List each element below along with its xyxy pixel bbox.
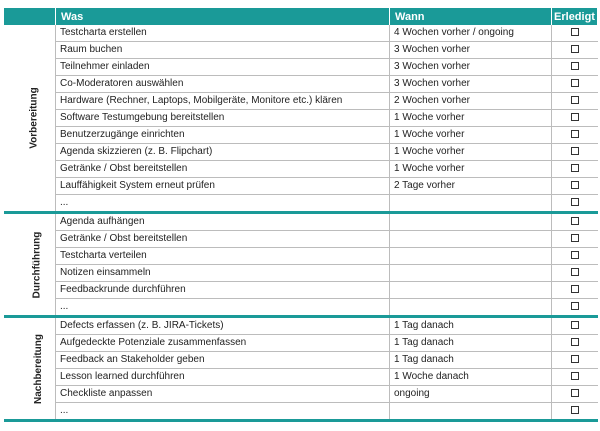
done-cell: [552, 248, 598, 265]
done-cell: [552, 231, 598, 248]
header-row: [4, 8, 598, 25]
task-cell: Getränke / Obst bereitstellen: [56, 231, 390, 248]
when-cell: 2 Tage vorher: [390, 178, 552, 195]
done-cell: [552, 93, 598, 110]
done-cell: [552, 178, 598, 195]
checkbox-icon[interactable]: [571, 147, 579, 155]
task-cell: Checkliste anpassen: [56, 386, 390, 403]
done-cell: [552, 213, 598, 231]
done-cell: [552, 144, 598, 161]
checkbox-icon[interactable]: [571, 389, 579, 397]
when-cell: [390, 213, 552, 231]
table-row: [4, 248, 598, 265]
checklist-body: [4, 25, 598, 421]
task-cell: Getränke / Obst bereitstellen: [56, 161, 390, 178]
task-cell: Benutzerzugänge einrichten: [56, 127, 390, 144]
checkbox-icon[interactable]: [571, 113, 579, 121]
phase-cell: [4, 317, 56, 421]
table-row: [4, 265, 598, 282]
table-row: [4, 25, 598, 42]
when-cell: ongoing: [390, 386, 552, 403]
when-cell: 1 Tag danach: [390, 317, 552, 335]
when-cell: 1 Tag danach: [390, 352, 552, 369]
checkbox-icon[interactable]: [571, 251, 579, 259]
when-cell: [390, 231, 552, 248]
task-cell: Lauffähigkeit System erneut prüfen: [56, 178, 390, 195]
phase-label: Vorbereitung: [28, 87, 40, 149]
header-when: Wann: [390, 8, 552, 25]
when-cell: 3 Wochen vorher: [390, 59, 552, 76]
done-cell: [552, 317, 598, 335]
checkbox-icon[interactable]: [571, 372, 579, 380]
when-cell: 1 Woche vorher: [390, 110, 552, 127]
checkbox-icon[interactable]: [571, 96, 579, 104]
when-cell: 2 Wochen vorher: [390, 93, 552, 110]
checkbox-icon[interactable]: [571, 217, 579, 225]
table-row: [4, 161, 598, 178]
table-row: [4, 352, 598, 369]
table-row: [4, 213, 598, 231]
when-cell: 1 Woche vorher: [390, 161, 552, 178]
task-cell: Feedback an Stakeholder geben: [56, 352, 390, 369]
done-cell: [552, 42, 598, 59]
task-cell: Testcharta verteilen: [56, 248, 390, 265]
checkbox-icon[interactable]: [571, 28, 579, 36]
table-row: [4, 127, 598, 144]
done-cell: [552, 161, 598, 178]
done-cell: [552, 195, 598, 213]
when-cell: [390, 265, 552, 282]
done-cell: [552, 403, 598, 421]
table-row: [4, 369, 598, 386]
task-cell: Testcharta erstellen: [56, 25, 390, 42]
task-cell: Software Testumgebung bereitstellen: [56, 110, 390, 127]
table-row: [4, 195, 598, 213]
phase-cell: [4, 213, 56, 317]
task-cell: Teilnehmer einladen: [56, 59, 390, 76]
when-cell: 3 Wochen vorher: [390, 76, 552, 93]
task-cell: Aufgedeckte Potenziale zusammenfassen: [56, 335, 390, 352]
phase-label: Nachbereitung: [32, 333, 44, 404]
table-row: [4, 335, 598, 352]
done-cell: [552, 25, 598, 42]
when-cell: 1 Woche vorher: [390, 144, 552, 161]
task-cell: Defects erfassen (z. B. JIRA-Tickets): [56, 317, 390, 335]
done-cell: [552, 335, 598, 352]
table-row: [4, 317, 598, 335]
task-cell: ...: [56, 195, 390, 213]
table-row: [4, 42, 598, 59]
done-cell: [552, 127, 598, 144]
checkbox-icon[interactable]: [571, 164, 579, 172]
done-cell: [552, 59, 598, 76]
table-row: [4, 93, 598, 110]
table-row: [4, 59, 598, 76]
when-cell: [390, 299, 552, 317]
checkbox-icon[interactable]: [571, 321, 579, 329]
task-cell: Notizen einsammeln: [56, 265, 390, 282]
checkbox-icon[interactable]: [571, 130, 579, 138]
when-cell: [390, 248, 552, 265]
task-cell: ...: [56, 299, 390, 317]
table-row: [4, 178, 598, 195]
checkbox-icon[interactable]: [571, 268, 579, 276]
checkbox-icon[interactable]: [571, 234, 579, 242]
header-task: Was: [56, 8, 390, 25]
done-cell: [552, 265, 598, 282]
when-cell: [390, 282, 552, 299]
when-cell: 4 Wochen vorher / ongoing: [390, 25, 552, 42]
checkbox-icon[interactable]: [571, 198, 579, 206]
when-cell: [390, 195, 552, 213]
checklist-table: [3, 8, 598, 422]
checkbox-icon[interactable]: [571, 181, 579, 189]
checkbox-icon[interactable]: [571, 338, 579, 346]
when-cell: 3 Wochen vorher: [390, 42, 552, 59]
task-cell: Feedbackrunde durchführen: [56, 282, 390, 299]
done-cell: [552, 352, 598, 369]
checkbox-icon[interactable]: [571, 79, 579, 87]
done-cell: [552, 299, 598, 317]
table-row: [4, 299, 598, 317]
checkbox-icon[interactable]: [571, 45, 579, 53]
task-cell: Agenda aufhängen: [56, 213, 390, 231]
header-phase: [4, 8, 56, 25]
when-cell: 1 Tag danach: [390, 335, 552, 352]
table-row: [4, 403, 598, 421]
checkbox-icon[interactable]: [571, 285, 579, 293]
checkbox-icon[interactable]: [571, 406, 579, 414]
checkbox-icon[interactable]: [571, 62, 579, 70]
table-row: [4, 231, 598, 248]
done-cell: [552, 110, 598, 127]
checkbox-icon[interactable]: [571, 355, 579, 363]
header-done: Erledigt: [552, 8, 598, 25]
table-row: [4, 282, 598, 299]
when-cell: [390, 403, 552, 421]
phase-label: Durchführung: [30, 231, 42, 298]
task-cell: Lesson learned durchführen: [56, 369, 390, 386]
task-cell: Hardware (Rechner, Laptops, Mobilgeräte, Monitore etc.) klären: [56, 93, 390, 110]
done-cell: [552, 76, 598, 93]
done-cell: [552, 386, 598, 403]
when-cell: 1 Woche vorher: [390, 127, 552, 144]
table-row: [4, 76, 598, 93]
task-cell: Raum buchen: [56, 42, 390, 59]
done-cell: [552, 369, 598, 386]
task-cell: ...: [56, 403, 390, 421]
phase-cell: [4, 25, 56, 213]
task-cell: Agenda skizzieren (z. B. Flipchart): [56, 144, 390, 161]
table-row: [4, 144, 598, 161]
table-row: [4, 110, 598, 127]
when-cell: 1 Woche danach: [390, 369, 552, 386]
done-cell: [552, 282, 598, 299]
table-row: [4, 386, 598, 403]
task-cell: Co-Moderatoren auswählen: [56, 76, 390, 93]
checkbox-icon[interactable]: [571, 302, 579, 310]
